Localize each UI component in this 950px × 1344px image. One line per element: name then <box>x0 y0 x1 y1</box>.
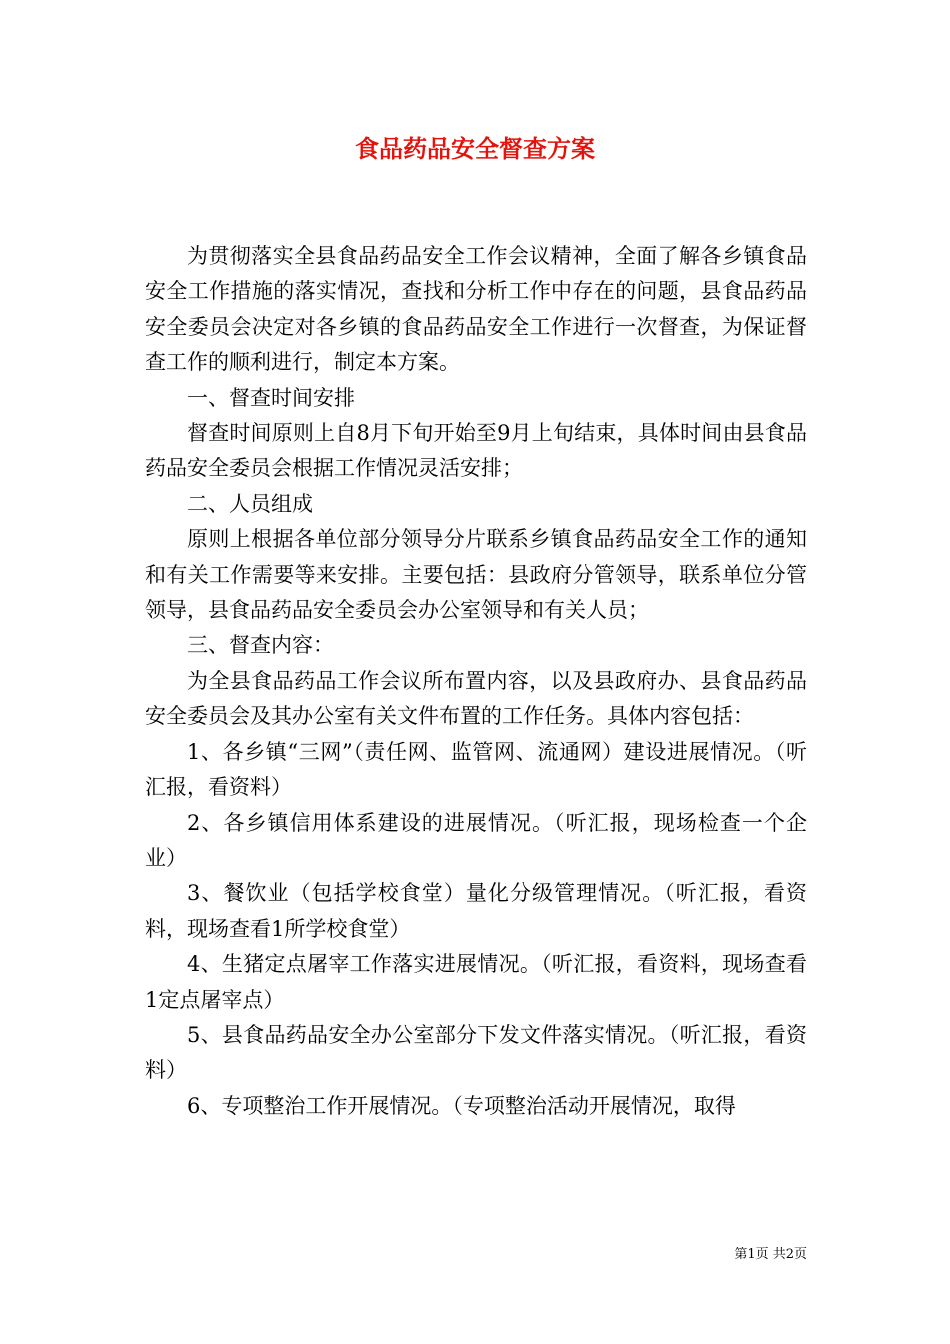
content-paragraph: 为全县食品药品工作会议所布置内容，以及县政府办、县食品药品安全委员会及其办公室有关文件布置的工作任务。具体内容包括： <box>145 668 807 729</box>
page-footer: 第1页 共2页 <box>734 1247 807 1262</box>
list-item-5: 5、县食品药品安全办公室部分下发文件落实情况。（听汇报，看资料） <box>145 1022 807 1083</box>
document-title: 食品药品安全督查方案 <box>355 134 595 163</box>
list-item-1: 1、各乡镇“三网”（责任网、监管网、流通网）建设进展情况。（听汇报，看资料） <box>145 739 807 800</box>
section-heading-personnel: 二、人员组成 <box>187 491 313 516</box>
section-heading-schedule: 一、督查时间安排 <box>187 385 355 410</box>
schedule-paragraph: 督查时间原则上自8月下旬开始至9月上旬结束，具体时间由县食品药品安全委员会根据工作情况灵活安排； <box>145 421 807 481</box>
section-heading-content: 三、督查内容： <box>187 633 334 658</box>
list-item-6: 6、专项整治工作开展情况。（专项整治活动开展情况，取得 <box>187 1093 736 1118</box>
personnel-paragraph: 原则上根据各单位部分领导分片联系乡镇食品药品安全工作的通知和有关工作需要等来安排。主要包括：县政府分管领导，联系单位分管领导，县食品药品安全委员会办公室领导和有关人员； <box>145 527 807 623</box>
list-item-2: 2、各乡镇信用体系建设的进展情况。（听汇报，现场检查一个企业） <box>145 810 807 870</box>
document-body <box>145 239 807 1124</box>
list-item-4: 4、生猪定点屠宰工作落实进展情况。（听汇报，看资料，现场查看1定点屠宰点） <box>145 952 807 1012</box>
list-item-3: 3、餐饮业（包括学校食堂）量化分级管理情况。（听汇报，看资料，现场查看1所学校食堂） <box>145 881 807 941</box>
intro-paragraph: 为贯彻落实全县食品药品安全工作会议精神，全面了解各乡镇食品安全工作措施的落实情况，查找和分析工作中存在的问题，县食品药品安全委员会决定对各乡镇的食品药品安全工作进行一次督查，为保证督查工作的顺利进行，制定本方案。 <box>145 244 807 375</box>
